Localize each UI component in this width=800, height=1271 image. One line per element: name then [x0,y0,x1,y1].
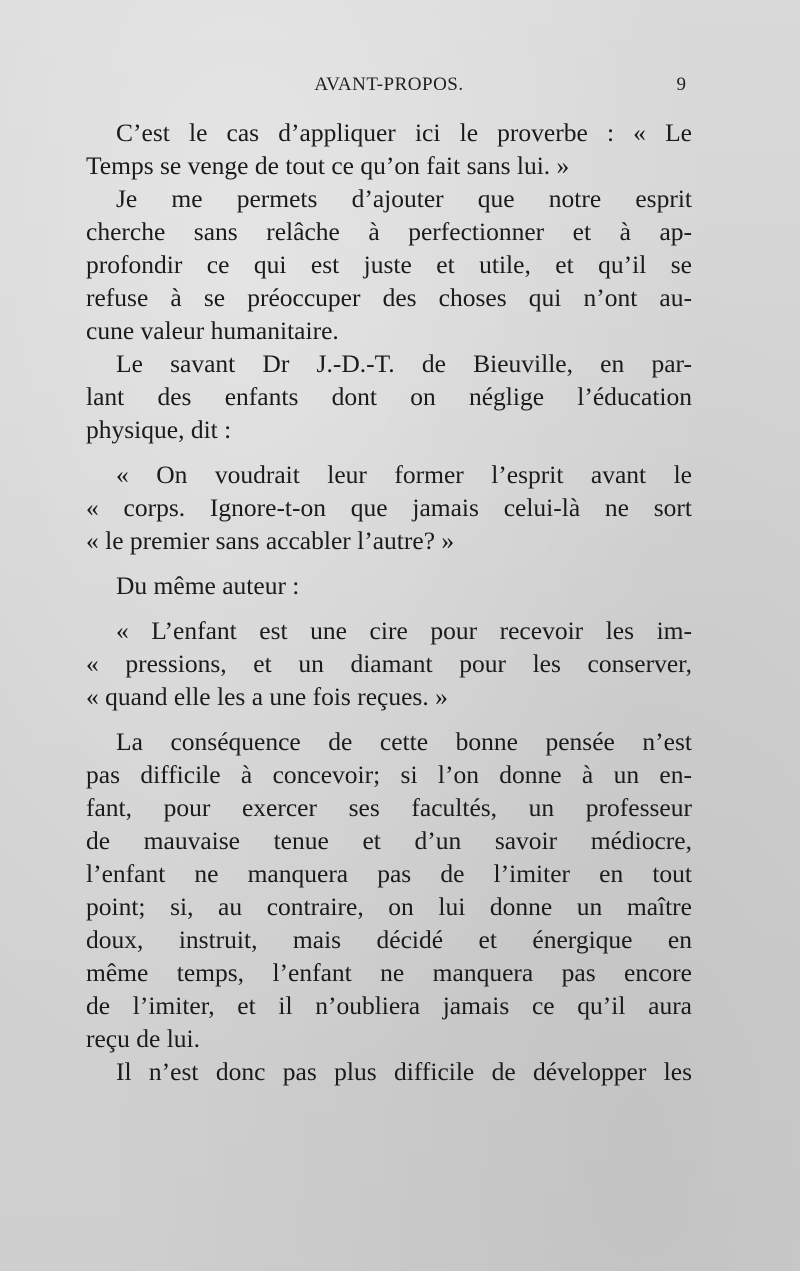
text-line: lant des enfants dont on néglige l’éducation [86,382,692,411]
body-text [86,116,692,1088]
paragraph-gap [86,602,692,614]
text-line: pas difficile à concevoir; si l’on donne à un en- [86,760,692,789]
text-line: point; si, au contraire, on lui donne un maître [86,892,692,921]
quote-line: « le premier sans accabler l’autre? » [86,526,455,555]
text-line: Il n’est donc pas plus difficile de développer les [116,1057,692,1086]
quote-line: « L’enfant est une cire pour recevoir les im- [116,616,692,645]
text-line: l’enfant ne manquera pas de l’imiter en tout [86,859,692,888]
text-line: cune valeur humanitaire. [86,316,339,345]
text-line: C’est le cas d’appliquer ici le proverbe : « Le [116,118,692,147]
text-line: cherche sans relâche à perfectionner et à ap- [86,217,692,246]
paragraph-gap [86,713,692,725]
text-line: de mauvaise tenue et d’un savoir médiocre, [86,826,692,855]
quote-line: « quand elle les a une fois reçues. » [86,682,448,711]
text-line: Temps se venge de tout ce qu’on fait sans lui. » [86,151,570,180]
text-line: fant, pour exercer ses facultés, un professeur [86,793,692,822]
page-number: 9 [676,74,686,95]
text-line: même temps, l’enfant ne manquera pas encore [86,958,692,987]
text-line: refuse à se préoccuper des choses qui n’ont au- [86,283,692,312]
text-line: physique, dit : [86,415,232,444]
text-line: Le savant Dr J.-D.-T. de Bieuville, en par- [116,349,692,378]
page-header [86,74,692,100]
text-line: Du même auteur : [116,571,300,600]
quote-line: « corps. Ignore-t-on que jamais celui-là ne sort [86,493,692,522]
text-line: doux, instruit, mais décidé et énergique en [86,925,692,954]
quote-line: « On voudrait leur former l’esprit avant le [116,460,692,489]
text-line: La conséquence de cette bonne pensée n’est [116,727,692,756]
running-head: AVANT-PROPOS. [314,74,464,95]
paragraph-gap [86,446,692,458]
text-line: Je me permets d’ajouter que notre esprit [116,184,692,213]
paragraph-gap [86,557,692,569]
quote-line: « pressions, et un diamant pour les conserver, [86,649,692,678]
text-line: de l’imiter, et il n’oubliera jamais ce qu’il aura [86,991,692,1020]
text-line: profondir ce qui est juste et utile, et qu’il se [86,250,692,279]
text-line: reçu de lui. [86,1024,200,1053]
